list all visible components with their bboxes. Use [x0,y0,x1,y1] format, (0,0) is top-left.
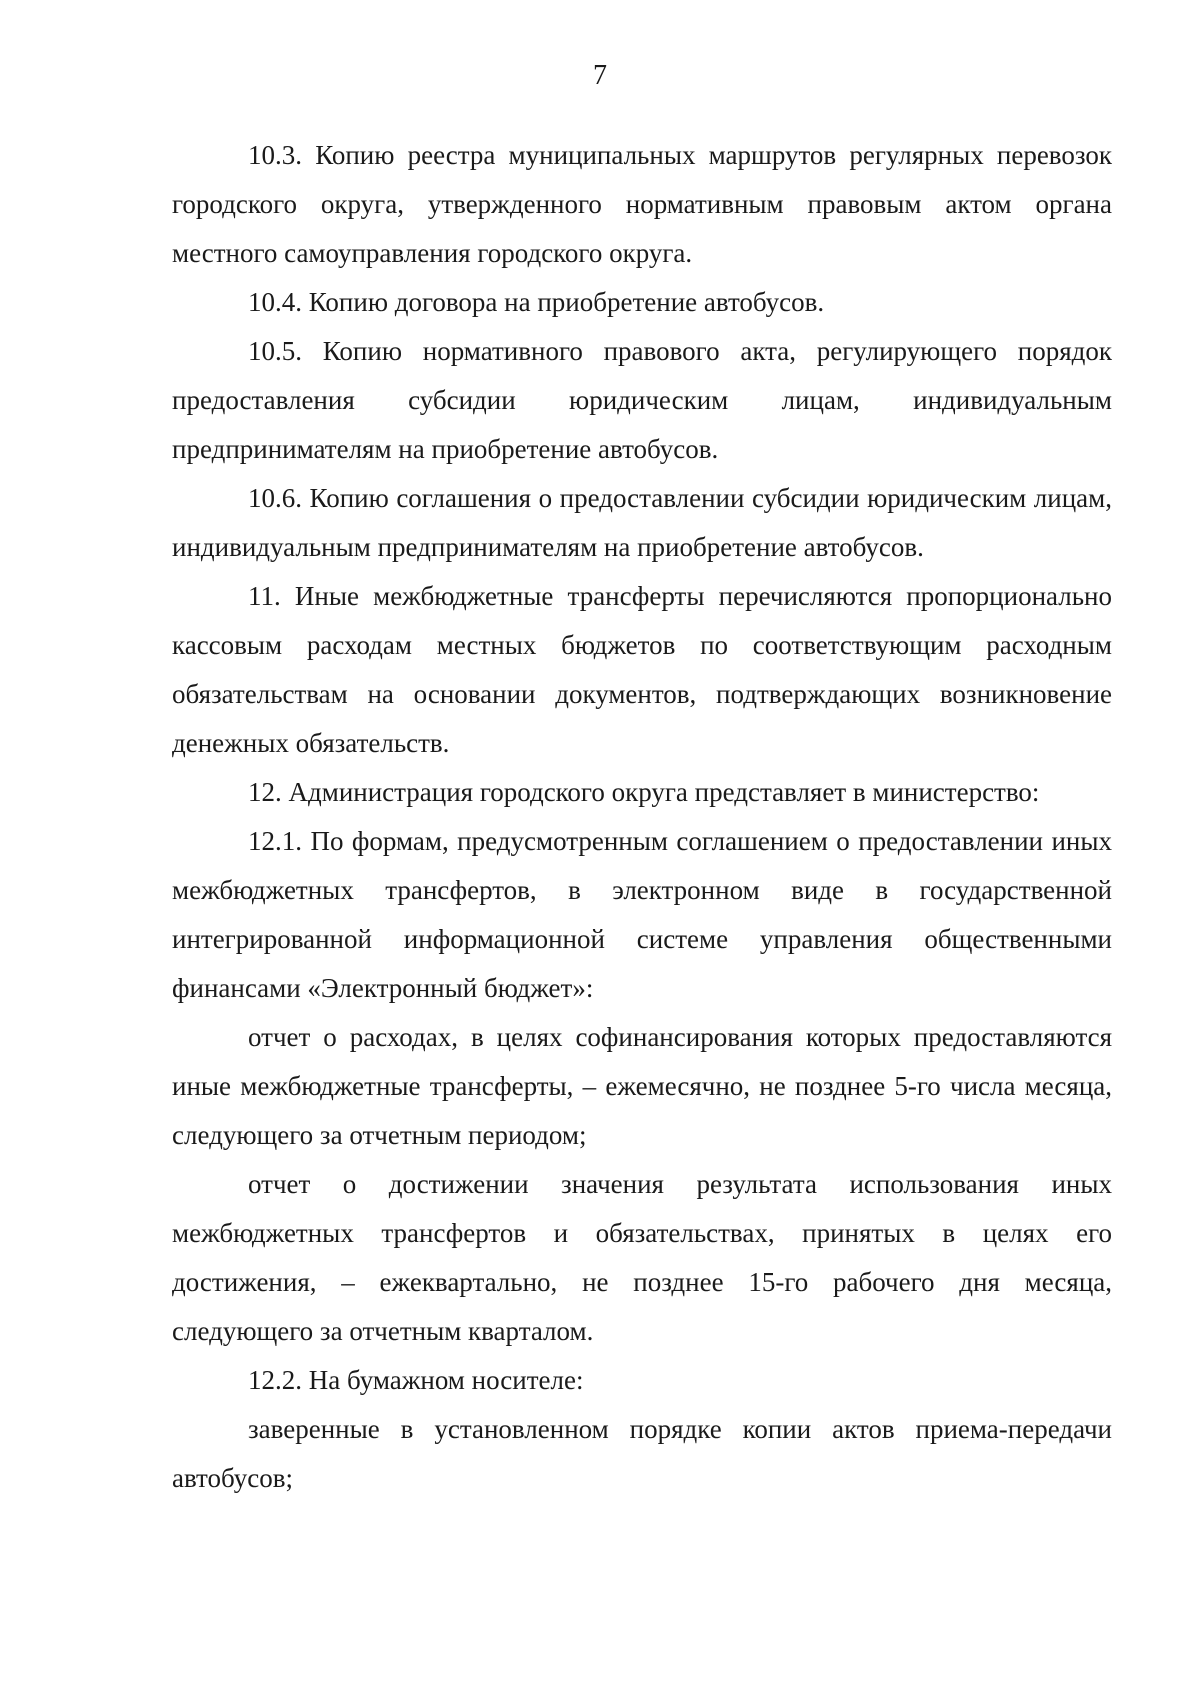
paragraph-report-result: отчет о достижении значения результата использования иных межбюджетных трансфертов и обязательствах, принятых в целях его достижения, – ежеквартально, не позднее 15-го рабочего дня месяца, следующего за отчетным кварталом. [172,1169,1112,1346]
paragraph-copies-acts: заверенные в установленном порядке копии актов приема-передачи автобусов; [172,1414,1112,1493]
paragraph-11: 11. Иные межбюджетные трансферты перечисляются пропорционально кассовым расходам местных бюджетов по соответствующим расходным обязательствам на основании документов, подтверждающих возникновение денежных обязательств. [172,581,1112,758]
page-number: 7 [593,60,607,91]
paragraph-10-6: 10.6. Копию соглашения о предоставлении субсидии юридическим лицам, индивидуальным предпринимателям на приобретение автобусов. [172,483,1112,562]
document-body [172,131,1112,1503]
paragraph-12-2: 12.2. На бумажном носителе: [248,1365,584,1395]
paragraph-10-5: 10.5. Копию нормативного правового акта, регулирующего порядок предоставления субсидии юридическим лицам, индивидуальным предпринимателям на приобретение автобусов. [172,336,1112,464]
paragraph-12: 12. Администрация городского округа представляет в министерство: [248,777,1040,807]
paragraph-10-4: 10.4. Копию договора на приобретение автобусов. [248,287,825,317]
paragraph-12-1: 12.1. По формам, предусмотренным соглашением о предоставлении иных межбюджетных трансфертов, в электронном виде в государственной интегрированной информационной системе управления общественными финансами «Электронный бюджет»: [172,826,1112,1003]
paragraph-report-expenses: отчет о расходах, в целях софинансирования которых предоставляются иные межбюджетные трансферты, – ежемесячно, не позднее 5-го числа месяца, следующего за отчетным периодом; [172,1022,1112,1150]
paragraph-10-3: 10.3. Копию реестра муниципальных маршрутов регулярных перевозок городского округа, утвержденного нормативным правовым актом органа местного самоуправления городского округа. [172,140,1112,268]
